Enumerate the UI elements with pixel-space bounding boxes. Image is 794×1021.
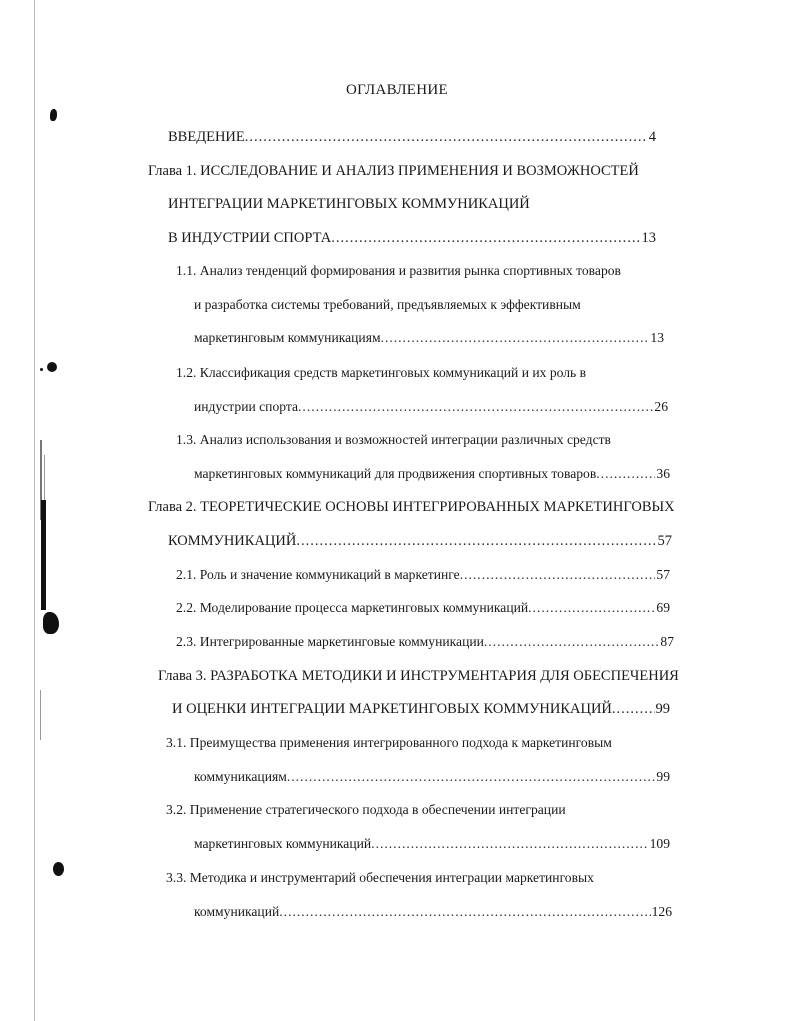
toc-entry-chapter-1: В ИНДУСТРИИ СПОРТА 13 ..... — [168, 229, 656, 247]
scan-speck — [43, 612, 59, 634]
leader-dots — [287, 768, 656, 786]
scan-speck — [53, 862, 64, 876]
toc-entry-section-1-2: индустрии спорта 26 ..... — [194, 398, 668, 416]
toc-section-heading: 1.1. Анализ тенденций формирования и развития рынка спортивных товаров — [176, 263, 621, 278]
toc-section-heading-cont: и разработка системы требований, предъявляемых к эффективным — [194, 297, 581, 312]
toc-chapter-heading: Глава 3. РАЗРАБОТКА МЕТОДИКИ И ИНСТРУМЕНТАРИЯ ДЛЯ ОБЕСПЕЧЕНИЯ — [158, 668, 679, 684]
page-number: 69 — [656, 600, 670, 615]
page-number: 36 — [656, 466, 670, 481]
leader-dots — [279, 903, 650, 921]
toc-entry-chapter-2: КОММУНИКАЦИЙ 57 ..... — [168, 532, 672, 550]
toc-section-heading: 3.1. Преимущества применения интегрированного подхода к маркетинговым — [166, 735, 612, 750]
scan-edge-line — [34, 0, 35, 1021]
scan-speck — [50, 109, 57, 121]
scan-binding-mark — [41, 500, 46, 610]
leader-dots — [612, 700, 655, 718]
page-number: 57 — [656, 567, 670, 582]
toc-entry-chapter-3: И ОЦЕНКИ ИНТЕГРАЦИИ МАРКЕТИНГОВЫХ КОММУНИКАЦИЙ 99 ..... — [172, 700, 670, 718]
leader-dots — [296, 532, 656, 550]
toc-section-heading: 3.3. Методика и инструментарий обеспечения интеграции маркетинговых — [166, 870, 594, 885]
scan-speck — [40, 368, 43, 371]
leader-dots — [245, 128, 648, 146]
leader-dots — [331, 229, 640, 247]
toc-entry-section-1-3: маркетинговых коммуникаций для продвижения спортивных товаров 36 ..... — [194, 465, 670, 483]
page-number: 4 — [648, 129, 656, 145]
leader-dots — [460, 566, 656, 584]
toc-section-heading: 3.2. Применение стратегического подхода в обеспечении интеграции — [166, 802, 566, 817]
page-number: 87 — [660, 634, 674, 649]
page-number: 13 — [650, 330, 664, 345]
toc-entry-section-2-3: 2.3. Интегрированные маркетинговые коммуникации 87 ..... — [176, 633, 674, 651]
toc-entry-intro: ВВЕДЕНИЕ 4 ..... — [168, 128, 656, 146]
page-number: 109 — [649, 836, 670, 851]
page-number: 57 — [657, 533, 672, 549]
leader-dots — [381, 329, 650, 347]
page-number: 13 — [641, 230, 656, 246]
scan-streak — [40, 690, 41, 740]
toc-entry-section-3-3: коммуникаций 126 ..... — [194, 903, 672, 921]
toc-section-heading: 1.2. Классификация средств маркетинговых коммуникаций и их роль в — [176, 365, 587, 380]
toc-chapter-heading: Глава 1. ИССЛЕДОВАНИЕ И АНАЛИЗ ПРИМЕНЕНИЯ И ВОЗМОЖНОСТЕЙ — [148, 163, 639, 179]
leader-dots — [371, 835, 648, 853]
page-number: 26 — [654, 399, 668, 414]
leader-dots — [298, 398, 653, 416]
toc-entry-section-1-1: маркетинговым коммуникациям 13 ..... — [194, 329, 664, 347]
toc-chapter-heading-cont: ИНТЕГРАЦИИ МАРКЕТИНГОВЫХ КОММУНИКАЦИЙ — [168, 196, 530, 212]
page-number: 126 — [651, 904, 672, 919]
leader-dots — [484, 633, 660, 651]
page-number: 99 — [655, 701, 670, 717]
leader-dots — [596, 465, 655, 483]
leader-dots — [528, 599, 655, 617]
page-number: 99 — [656, 769, 670, 784]
toc-entry-section-3-2: маркетинговых коммуникаций 109 ..... — [194, 835, 670, 853]
toc-entry-section-3-1: коммуникациям 99 ..... — [194, 768, 670, 786]
page-title: ОГЛАВЛЕНИЕ — [346, 82, 448, 98]
toc-section-heading: 1.3. Анализ использования и возможностей интеграции различных средств — [176, 432, 611, 447]
toc-entry-section-2-2: 2.2. Моделирование процесса маркетинговых коммуникаций 69 ..... — [176, 599, 670, 617]
toc-entry-section-2-1: 2.1. Роль и значение коммуникаций в маркетинге 57 ..... — [176, 566, 670, 584]
toc-chapter-heading: Глава 2. ТЕОРЕТИЧЕСКИЕ ОСНОВЫ ИНТЕГРИРОВАННЫХ МАРКЕТИНГОВЫХ — [148, 499, 675, 515]
scan-speck — [47, 362, 57, 372]
